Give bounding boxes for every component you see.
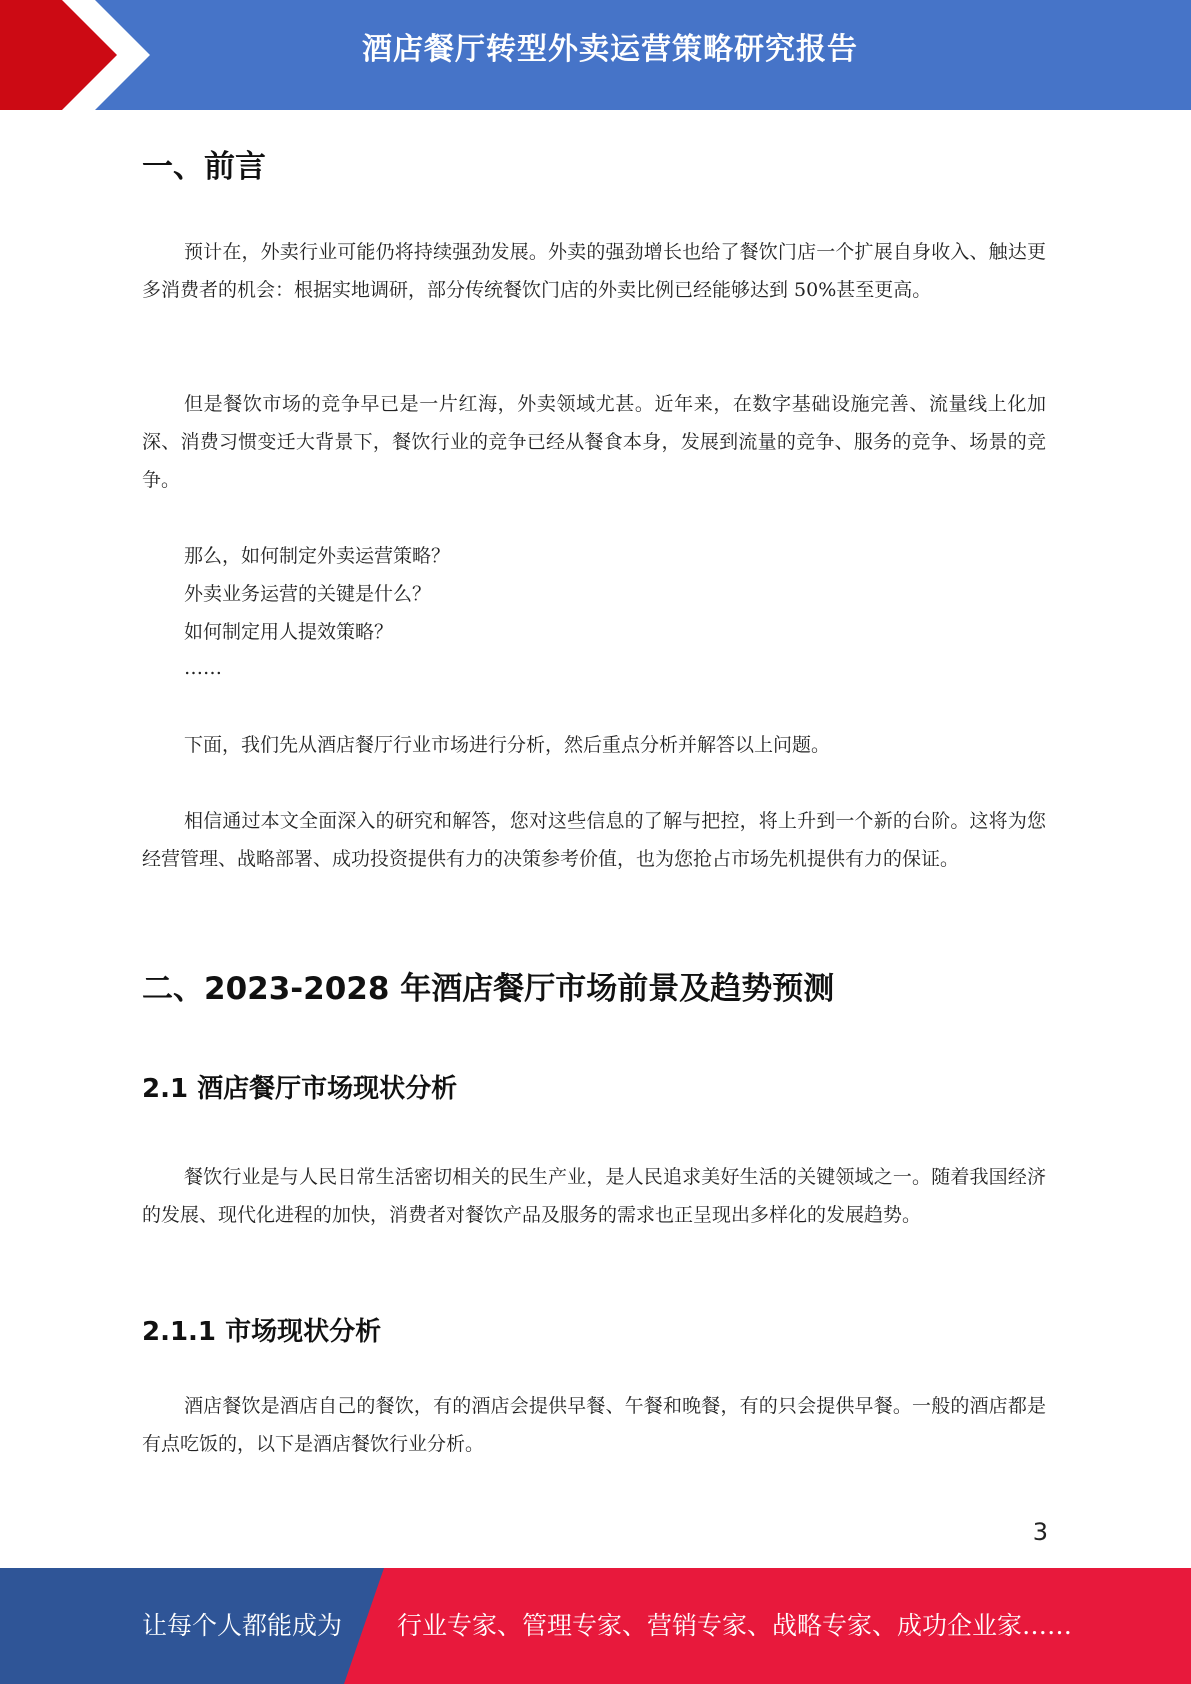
section-heading-forecast: 二、2023-2028 年酒店餐厅市场前景及趋势预测 xyxy=(142,971,835,1007)
footer-slogan-right: 行业专家、管理专家、营销专家、战略专家、成功企业家…… xyxy=(397,1611,1073,1640)
preface-paragraph-4: 相信通过本文全面深入的研究和解答，您对这些信息的了解与把控，将上升到一个新的台阶。这将为您经营管理、战略部署、成功投资提供有力的决策参考价值，也为您抢占市场先机提供有力的保证。 xyxy=(142,810,1046,870)
question-line-3: 如何制定用人提效策略？ xyxy=(184,621,394,643)
question-line-1: 那么，如何制定外卖运营策略？ xyxy=(184,545,451,567)
page-number: 3 xyxy=(1032,1518,1048,1546)
subsection-heading-2-1: 2.1 酒店餐厅市场现状分析 xyxy=(142,1074,458,1104)
question-ellipsis: …… xyxy=(184,657,222,679)
subsection-heading-2-1-1: 2.1.1 市场现状分析 xyxy=(142,1317,382,1347)
page-header xyxy=(0,0,1191,110)
section-heading-preface: 一、前言 xyxy=(142,149,266,185)
subsection-2-1-paragraph: 餐饮行业是与人民日常生活密切相关的民生产业，是人民追求美好生活的关键领域之一。随着我国经济的发展、现代化进程的加快，消费者对餐饮产品及服务的需求也正呈现出多样化的发展趋势。 xyxy=(142,1166,1046,1226)
footer-slogan-left: 让每个人都能成为 xyxy=(142,1611,343,1640)
preface-paragraph-3: 下面，我们先从酒店餐厅行业市场进行分析，然后重点分析并解答以上问题。 xyxy=(184,734,831,756)
question-line-2: 外卖业务运营的关键是什么？ xyxy=(184,583,432,605)
header-chevron-decoration xyxy=(0,0,160,110)
preface-paragraph-1: 预计在，外卖行业可能仍将持续强劲发展。外卖的强劲增长也给了餐饮门店一个扩展自身收入、触达更多消费者的机会：根据实地调研，部分传统餐饮门店的外卖比例已经能够达到 50%甚至更高。 xyxy=(142,241,1046,301)
subsection-2-1-1-paragraph: 酒店餐饮是酒店自己的餐饮，有的酒店会提供早餐、午餐和晚餐，有的只会提供早餐。一般的酒店都是有点吃饭的，以下是酒店餐饮行业分析。 xyxy=(142,1395,1046,1455)
document-title: 酒店餐厅转型外卖运营策略研究报告 xyxy=(362,32,858,67)
page-footer xyxy=(0,1568,1191,1684)
preface-paragraph-2: 但是餐饮市场的竞争早已是一片红海，外卖领域尤甚。近年来，在数字基础设施完善、流量线上化加深、消费习惯变迁大背景下，餐饮行业的竞争已经从餐食本身，发展到流量的竞争、服务的竞争、场景的竞争。 xyxy=(142,393,1046,491)
